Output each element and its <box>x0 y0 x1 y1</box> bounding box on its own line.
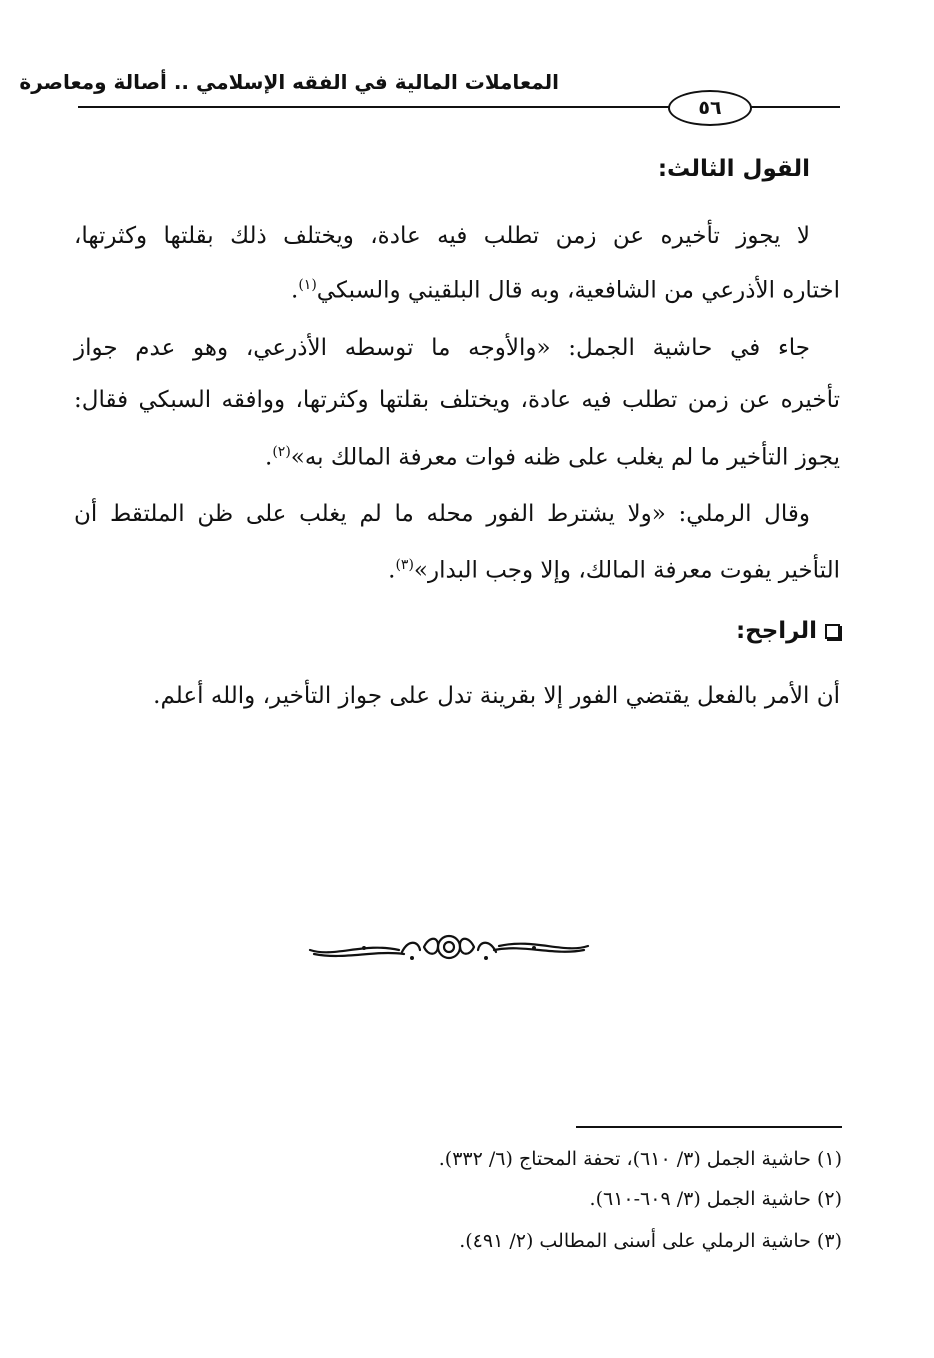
footnote: (٣) حاشية الرملي على أسنى المطالب (٢/ ٤٩١). <box>459 1230 842 1252</box>
decorative-divider-icon <box>304 928 594 968</box>
footnote-ref: (١) <box>298 277 317 293</box>
third-opinion-heading: القول الثالث: <box>657 156 810 182</box>
preferred-heading <box>736 618 840 644</box>
paragraph-line: وقال الرملي: «ولا يشترط الفور محله ما لم يغلب على ظن الملتقط أن <box>74 501 810 527</box>
preferred-heading-label: الراجح: <box>735 618 817 644</box>
footnote-ref: (٣) <box>395 557 414 573</box>
preferred-text: أن الأمر بالفعل يقتضي الفور إلا بقرينة تدل على جواز التأخير، والله أعلم. <box>153 683 840 709</box>
paragraph-end: . <box>265 444 273 471</box>
paragraph-end: . <box>388 557 396 584</box>
footnote: (١) حاشية الجمل (٣/ ٦١٠)، تحفة المحتاج (٦/ ٣٣٢). <box>438 1148 842 1170</box>
paragraph-line: لا يجوز تأخيره عن زمن تطلب فيه عادة، ويختلف ذلك بقلتها وكثرتها، <box>74 223 810 249</box>
paragraph-end: . <box>291 277 299 304</box>
paragraph-line: جاء في حاشية الجمل: «والأوجه ما توسطه الأذرعي، وهو عدم جواز <box>74 335 810 361</box>
square-checkbox-icon <box>825 624 840 639</box>
footnote-ref: (٢) <box>272 444 291 460</box>
page-number: ٥٦ <box>668 90 752 126</box>
paragraph-text: اختاره الأذرعي من الشافعية، وبه قال البلقيني والسبكي <box>316 277 840 304</box>
paragraph-line <box>265 437 840 473</box>
paragraph-line <box>291 270 840 306</box>
paragraph-text: يجوز التأخير ما لم يغلب على ظنه فوات معرفة المالك به» <box>290 444 840 471</box>
footnote-separator <box>576 1126 842 1128</box>
footnote: (٢) حاشية الجمل (٣/ ٦٠٩-٦١٠). <box>589 1188 842 1210</box>
paragraph-line: تأخيره عن زمن تطلب فيه عادة، ويختلف بقلتها وكثرتها، ووافقه السبكي فقال: <box>74 387 840 413</box>
paragraph-text: التأخير يفوت معرفة المالك، وإلا وجب البدار» <box>413 557 840 584</box>
running-title: المعاملات المالية في الفقه الإسلامي .. أصالة ومعاصرة <box>19 70 559 94</box>
paragraph-line <box>388 550 840 586</box>
